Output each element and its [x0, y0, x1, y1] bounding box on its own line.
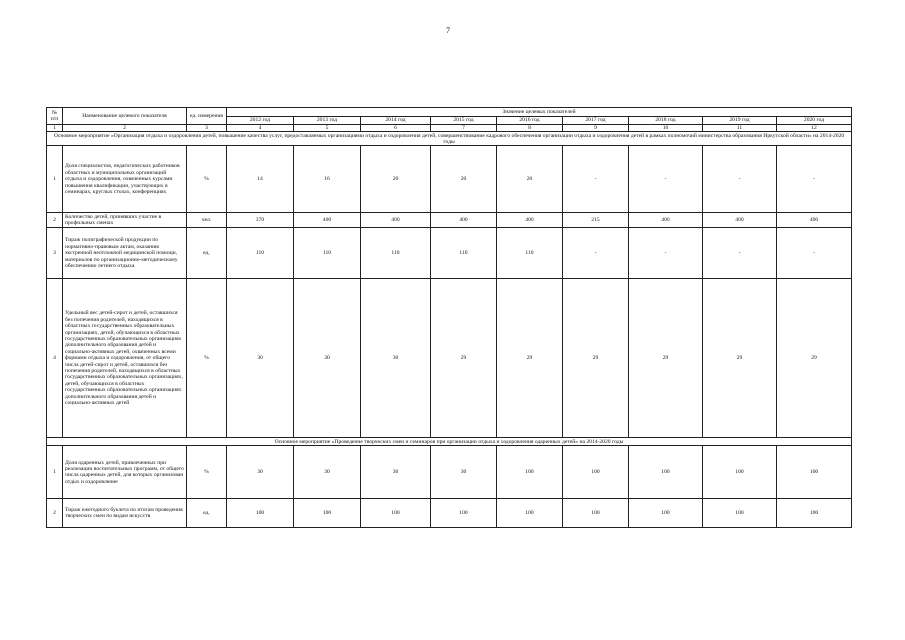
- value-cell: 100: [497, 499, 563, 528]
- header-year: 2019 год: [703, 117, 777, 125]
- header-name: Наименование целевого показателя: [63, 108, 187, 125]
- value-cell: 29: [563, 279, 629, 438]
- value-cell: 100: [777, 499, 852, 528]
- header-values: Значение целевых показателей: [227, 108, 852, 117]
- column-index: 5: [294, 125, 361, 132]
- column-index: 1: [47, 125, 63, 132]
- value-cell: 20: [361, 146, 431, 213]
- column-index: 11: [703, 125, 777, 132]
- value-cell: 100: [497, 446, 563, 499]
- value-cell: 30: [227, 446, 294, 499]
- value-cell: 29: [703, 279, 777, 438]
- column-index: 4: [227, 125, 294, 132]
- indicator-name: Тираж ежегодного буклета по итогам проведения творческих смен по видам искусств: [63, 499, 187, 528]
- row-number: 4: [47, 279, 63, 438]
- value-cell: 30: [294, 446, 361, 499]
- value-cell: 400: [431, 213, 497, 228]
- section-title: Основное мероприятие «Организация отдыха и оздоровления детей, повышение качества услуг, предоставляемых организациями отдыха и оздоровления детей, совершенствование кадрового обеспечения организации отдыха и оздоровления детей в рамках полномочий министерства образования Иркутской области» на 2014-2020 годы: [47, 132, 852, 146]
- unit-cell: ед.: [187, 499, 227, 528]
- value-cell: -: [563, 146, 629, 213]
- column-index: 6: [361, 125, 431, 132]
- value-cell: 100: [227, 499, 294, 528]
- value-cell: 20: [431, 146, 497, 213]
- unit-cell: чел.: [187, 213, 227, 228]
- value-cell: 215: [563, 213, 629, 228]
- value-cell: 400: [294, 213, 361, 228]
- value-cell: 400: [777, 213, 852, 228]
- value-cell: 30: [294, 279, 361, 438]
- header-year: 2020 год: [777, 117, 852, 125]
- table-row: [47, 146, 852, 213]
- value-cell: 100: [563, 446, 629, 499]
- value-cell: 400: [629, 213, 703, 228]
- row-number: 2: [47, 213, 63, 228]
- header-num: № п/п: [47, 108, 63, 125]
- value-cell: 100: [703, 446, 777, 499]
- column-index-row: [47, 125, 852, 132]
- target-indicators-table: [46, 107, 852, 528]
- row-number: 1: [47, 446, 63, 499]
- row-number: 3: [47, 228, 63, 279]
- column-index: 3: [187, 125, 227, 132]
- header-year: 2016 год: [497, 117, 563, 125]
- value-cell: 110: [497, 228, 563, 279]
- row-number: 1: [47, 146, 63, 213]
- value-cell: -: [777, 228, 852, 279]
- row-number: 2: [47, 499, 63, 528]
- value-cell: 16: [294, 146, 361, 213]
- table-row: [47, 228, 852, 279]
- value-cell: 100: [629, 499, 703, 528]
- unit-cell: %: [187, 446, 227, 499]
- header-year: 2015 год: [431, 117, 497, 125]
- value-cell: 370: [227, 213, 294, 228]
- value-cell: 110: [361, 228, 431, 279]
- indicator-name: Тираж полиграфической продукции по нормативно-правовым актам, оказанию экстренной неотложной медицинской помощи, материалов по организационно-методическому обеспечению летнего отдыха: [63, 228, 187, 279]
- value-cell: -: [629, 146, 703, 213]
- column-index: 2: [63, 125, 187, 132]
- header-year: 2013 год: [294, 117, 361, 125]
- value-cell: 400: [361, 213, 431, 228]
- header-unit: ед. измерения: [187, 108, 227, 125]
- table-row: [47, 213, 852, 228]
- value-cell: 100: [431, 499, 497, 528]
- header-year: 2017 год: [563, 117, 629, 125]
- value-cell: 100: [703, 499, 777, 528]
- header-year: 2012 год: [227, 117, 294, 125]
- value-cell: 100: [294, 499, 361, 528]
- value-cell: 400: [497, 213, 563, 228]
- indicator-name: Удельный вес детей-сирот и детей, оставшихся без попечения родителей, находящихся в областных государственных образовательных организациях, детей, обучающихся в областных государственных образовательных организациях дополнительного образования детей и социально-активных детей, охваченных всеми формами отдыха и оздоровления, от общего числа детей-сирот и детей, оставшихся без попечения родителей, находящихся в областных государственных образовательных организациях, детей, обучающихся в областных государственных образовательных организациях дополнительного образования детей и социально-активных детей: [63, 279, 187, 438]
- header-year: 2014 год: [361, 117, 431, 125]
- value-cell: 100: [629, 446, 703, 499]
- value-cell: 100: [361, 499, 431, 528]
- table-row: [47, 279, 852, 438]
- page-number: 7: [446, 26, 450, 35]
- indicator-name: Доля одаренных детей, привлеченных при реализации воспитательных программ, от общего числа одаренных детей, для которых организован отдых и оздоровление: [63, 446, 187, 499]
- unit-cell: %: [187, 279, 227, 438]
- value-cell: 14: [227, 146, 294, 213]
- table-row: [47, 499, 852, 528]
- value-cell: -: [703, 228, 777, 279]
- column-index: 9: [563, 125, 629, 132]
- column-index: 8: [497, 125, 563, 132]
- value-cell: 29: [629, 279, 703, 438]
- header-year: 2018 год: [629, 117, 703, 125]
- column-index: 12: [777, 125, 852, 132]
- unit-cell: ед.: [187, 228, 227, 279]
- value-cell: 400: [703, 213, 777, 228]
- indicator-name: Количество детей, принявших участие в профильных сменах: [63, 213, 187, 228]
- section-title: Основное мероприятие «Проведение творческих смен и семинаров при организации отдыха и оздоровления одаренных детей» на 2014-2020 годы: [47, 438, 852, 446]
- value-cell: 30: [361, 279, 431, 438]
- value-cell: 110: [431, 228, 497, 279]
- indicator-name: Доля специалистов, педагогических работников областных и муниципальных организаций отдыха и оздоровления, охваченных курсами повышения квалификации, участвующих в семинарах, круглых столах, конференциях: [63, 146, 187, 213]
- column-index: 7: [431, 125, 497, 132]
- value-cell: -: [563, 228, 629, 279]
- value-cell: 30: [361, 446, 431, 499]
- value-cell: -: [703, 146, 777, 213]
- value-cell: 29: [431, 279, 497, 438]
- value-cell: 29: [777, 279, 852, 438]
- value-cell: 30: [431, 446, 497, 499]
- value-cell: 20: [497, 146, 563, 213]
- value-cell: 30: [227, 279, 294, 438]
- value-cell: 100: [563, 499, 629, 528]
- value-cell: -: [777, 146, 852, 213]
- value-cell: 110: [227, 228, 294, 279]
- value-cell: 100: [777, 446, 852, 499]
- unit-cell: %: [187, 146, 227, 213]
- table-row: [47, 446, 852, 499]
- column-index: 10: [629, 125, 703, 132]
- value-cell: 110: [294, 228, 361, 279]
- value-cell: 29: [497, 279, 563, 438]
- value-cell: -: [629, 228, 703, 279]
